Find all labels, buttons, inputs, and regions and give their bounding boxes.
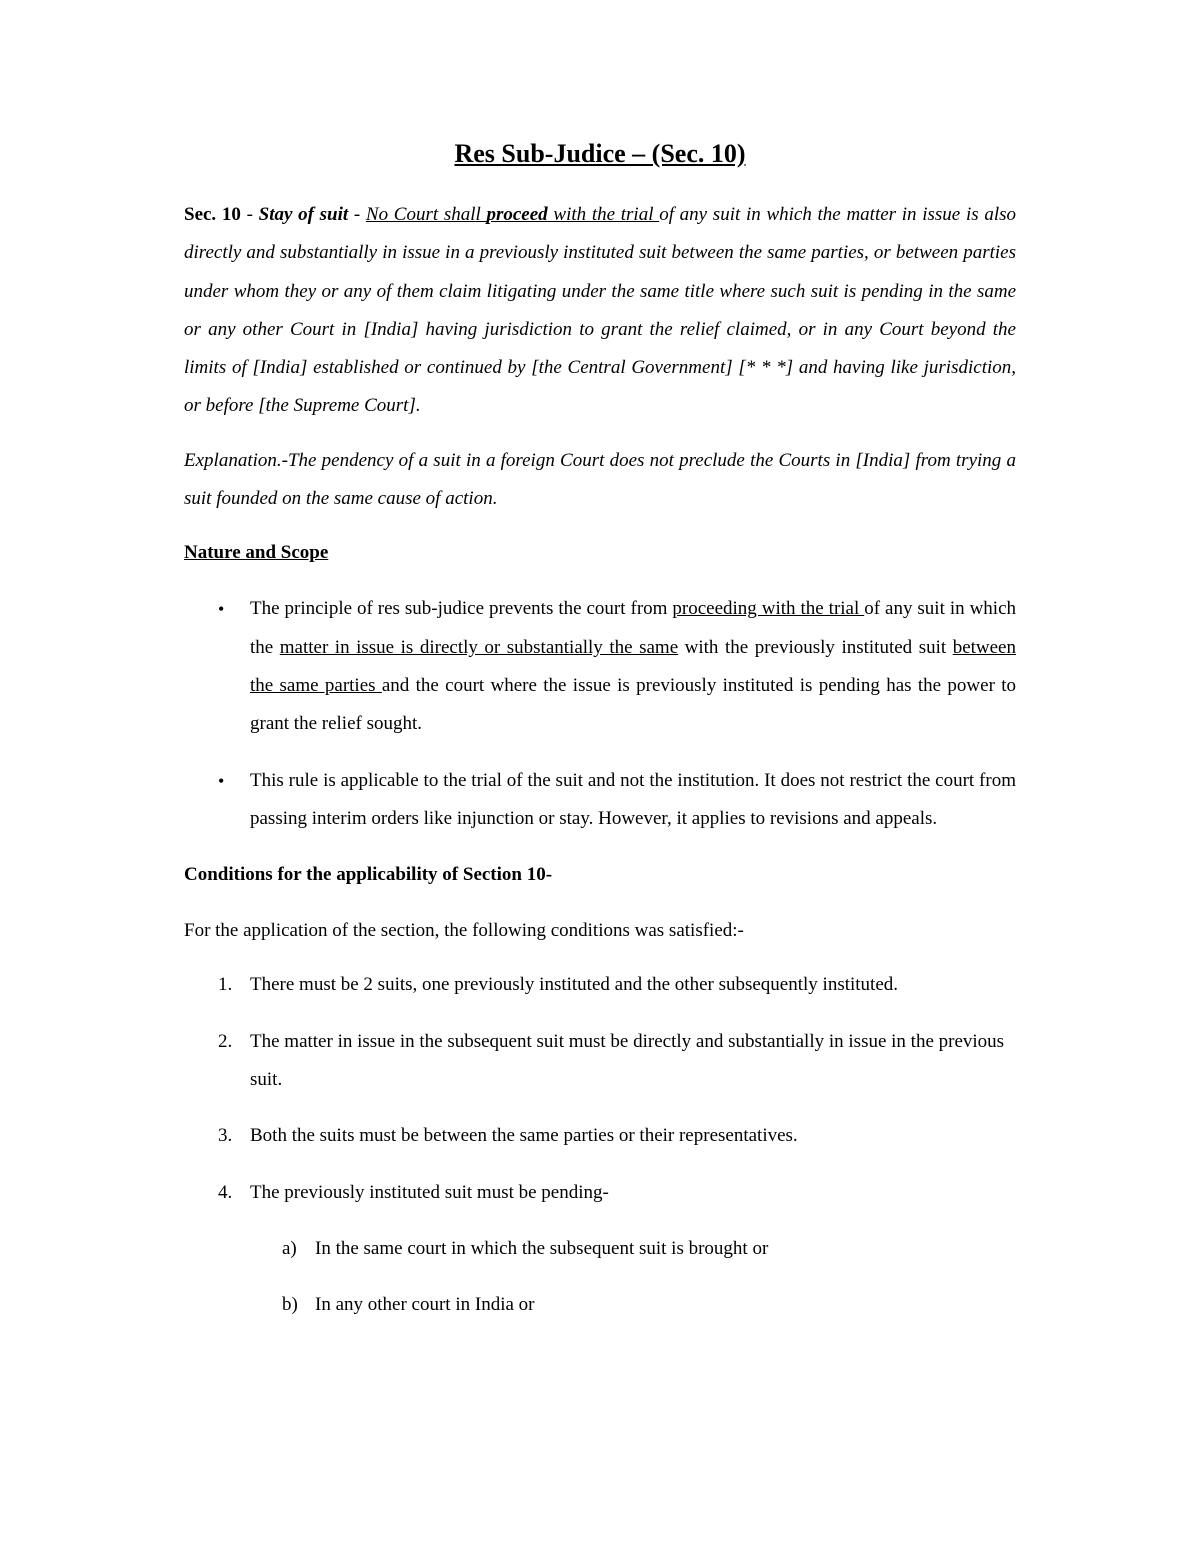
- subcondition-text: In any other court in India or: [315, 1294, 535, 1316]
- section-body: of any suit in which the matter in issue is also directly and substantially in issue in a previously instituted suit between the same parties, or between parties under whom they or any of them claim litigating under the same title where such suit is pending in the same or any other Court in [India] having jurisdiction to grant the relief claimed, or in any Court beyond the limits of [India] established or continued by [the Central Government] [* * *] and having like jurisdiction, or before [the Supreme Court].: [184, 204, 1016, 417]
- conditions-heading: Conditions for the applicability of Section 10-: [184, 864, 553, 886]
- bullet-text: with the previously instituted suit: [678, 636, 953, 658]
- underlined-phrase-part-1: No Court shall: [365, 204, 487, 225]
- condition-text: There must be 2 suits, one previously instituted and the other subsequently instituted.: [250, 974, 899, 996]
- list-number: 3.: [218, 1125, 233, 1147]
- explanation-text: [184, 442, 1016, 519]
- section-heading: Stay of suit: [258, 204, 349, 225]
- condition-text: Both the suits must be between the same parties or their representatives.: [250, 1125, 798, 1147]
- list-item: [184, 1023, 1016, 1100]
- section-label: Sec. 10: [184, 204, 241, 225]
- bullet-underlined-text: matter in issue is directly or substantially the same: [279, 636, 679, 658]
- underlined-phrase-bold: proceed: [486, 204, 548, 225]
- document-title: Res Sub-Judice – (Sec. 10): [454, 139, 746, 168]
- subconditions-list: [184, 1230, 1016, 1325]
- bullet-icon: •: [218, 770, 225, 791]
- condition-text: The previously instituted suit must be pending-: [250, 1181, 609, 1203]
- explanation-body: .-The pendency of a suit in a foreign Court does not preclude the Courts in [India] from trying a suit founded on the same cause of action.: [184, 449, 1016, 510]
- subcondition-text: In the same court in which the subsequent suit is brought or: [315, 1237, 769, 1259]
- list-letter: b): [282, 1294, 298, 1316]
- list-letter: a): [282, 1237, 297, 1259]
- bullet-underlined-text: proceeding with the trial: [672, 598, 865, 620]
- bullet-icon: •: [218, 599, 225, 620]
- list-item: [184, 1174, 1016, 1212]
- document-page: [184, 132, 1016, 1343]
- section-dash: -: [240, 204, 259, 225]
- list-number: 4.: [218, 1181, 233, 1203]
- nature-scope-list: [184, 590, 1016, 838]
- nature-scope-heading: Nature and Scope: [184, 542, 329, 564]
- list-number: 2.: [218, 1030, 233, 1052]
- conditions-list: [184, 966, 1016, 1211]
- underlined-phrase: [366, 204, 659, 225]
- bullet-text: of any suit in which the: [250, 598, 1016, 658]
- section-10-text: [184, 196, 1016, 426]
- bullet-text: This rule is applicable to the trial of the suit and not the institution. It does not restrict the court from passing interim orders like injunction or stay. However, it applies to revisions and appeals.: [250, 769, 1016, 829]
- bullet-text: The principle of res sub-judice prevents the court from: [250, 598, 673, 620]
- bullet-text: and the court where the issue is previously instituted is pending has the power to grant the relief sought.: [250, 674, 1016, 735]
- list-number: 1.: [218, 974, 233, 996]
- condition-text: The matter in issue in the subsequent suit must be directly and substantially in issue in the previous suit.: [250, 1030, 1005, 1091]
- list-item: [184, 966, 1016, 1004]
- list-item: [184, 590, 1016, 743]
- section-dash-2: -: [348, 204, 366, 225]
- list-item: [184, 1117, 1016, 1155]
- conditions-intro: For the application of the section, the following conditions was satisfied:-: [184, 920, 744, 942]
- explanation-label: Explanation: [184, 449, 277, 471]
- underlined-phrase-part-2: with the trial: [547, 204, 660, 225]
- bullet-underlined-text: between the same parties: [250, 636, 1016, 696]
- list-item: [184, 1286, 1016, 1324]
- list-item: [184, 762, 1016, 839]
- list-item: [184, 1230, 1016, 1268]
